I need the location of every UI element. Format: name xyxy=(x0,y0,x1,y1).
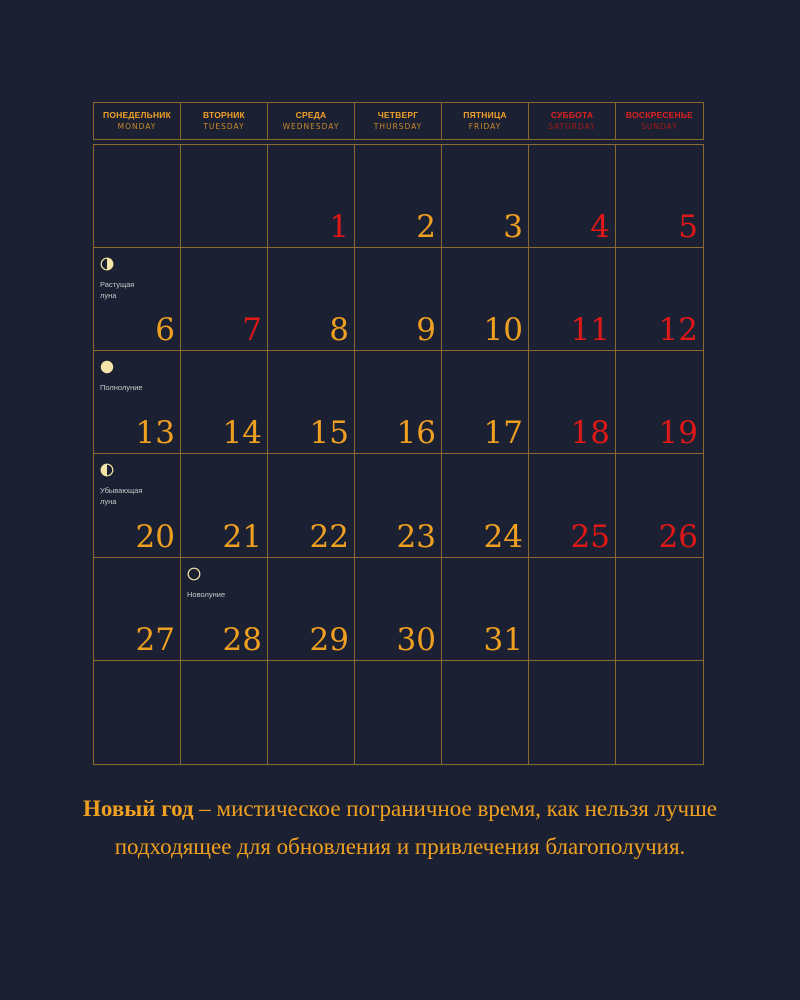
new-moon-icon xyxy=(187,567,201,581)
calendar-cell xyxy=(94,351,181,454)
calendar-cell xyxy=(442,145,529,248)
calendar-cell xyxy=(355,145,442,248)
day-number: 7 xyxy=(242,312,262,349)
calendar-cell xyxy=(529,454,616,557)
day-number: 22 xyxy=(309,518,349,555)
calendar-cell xyxy=(529,661,616,764)
weekday-label-en: WEDNESDAY xyxy=(282,121,340,131)
first-quarter-moon-icon xyxy=(100,257,114,271)
moon-phase-label: Убывающая луна xyxy=(100,486,143,507)
day-number: 8 xyxy=(329,312,349,349)
moon-phase-label: Растущая луна xyxy=(100,280,135,301)
day-number: 15 xyxy=(309,415,349,452)
weekday-label-ru: ПОНЕДЕЛЬНИК xyxy=(103,109,171,120)
weekday-wednesday xyxy=(268,103,355,139)
calendar-cell xyxy=(616,558,703,661)
calendar-cell xyxy=(181,558,268,661)
calendar-cell xyxy=(355,248,442,351)
caption xyxy=(60,790,740,866)
day-number: 14 xyxy=(222,415,262,452)
day-number: 20 xyxy=(135,518,175,555)
weekday-label-ru: ПЯТНИЦА xyxy=(463,109,507,120)
day-number: 23 xyxy=(396,518,436,555)
weekday-tuesday xyxy=(181,103,268,139)
weekday-label-ru: ВТОРНИК xyxy=(203,109,245,120)
calendar-cell xyxy=(94,454,181,557)
calendar-cell xyxy=(442,454,529,557)
weekday-label-en: TUESDAY xyxy=(203,121,245,131)
calendar-cell xyxy=(181,248,268,351)
calendar-cell xyxy=(529,558,616,661)
calendar-cell xyxy=(94,145,181,248)
weekday-label-en: THURSDAY xyxy=(373,121,423,131)
day-number: 3 xyxy=(503,209,523,246)
calendar-cell xyxy=(268,145,355,248)
weekday-friday xyxy=(442,103,529,139)
day-number: 13 xyxy=(135,415,175,452)
calendar-cell xyxy=(355,661,442,764)
day-number: 16 xyxy=(396,415,436,452)
full-moon-icon xyxy=(100,360,114,374)
day-number: 12 xyxy=(658,312,698,349)
calendar-cell xyxy=(268,248,355,351)
moon-phase-label: Новолуние xyxy=(187,589,226,599)
calendar-cell xyxy=(355,454,442,557)
calendar-cell xyxy=(442,558,529,661)
weekday-thursday xyxy=(355,103,442,139)
weekday-label-en: FRIDAY xyxy=(468,121,502,131)
day-number: 4 xyxy=(590,209,610,246)
calendar-cell xyxy=(529,248,616,351)
day-number: 24 xyxy=(483,518,523,555)
calendar-cell xyxy=(268,558,355,661)
calendar-cell xyxy=(94,558,181,661)
calendar-cell xyxy=(355,351,442,454)
day-number: 10 xyxy=(483,312,523,349)
weekday-label-ru: СРЕДА xyxy=(295,109,327,120)
calendar-cell xyxy=(616,145,703,248)
day-number: 29 xyxy=(309,621,349,658)
day-number: 9 xyxy=(416,312,436,349)
weekday-label-ru: ВОСКРЕСЕНЬЕ xyxy=(625,109,694,120)
calendar-cell xyxy=(94,661,181,764)
last-quarter-moon-icon xyxy=(100,463,114,477)
calendar-cell xyxy=(355,558,442,661)
weekday-label-en: SATURDAY xyxy=(548,121,596,131)
calendar-cell xyxy=(442,661,529,764)
calendar-cell xyxy=(616,661,703,764)
day-number: 2 xyxy=(416,209,436,246)
calendar-cell xyxy=(442,351,529,454)
weekday-label-en: SUNDAY xyxy=(641,121,678,131)
calendar-cell xyxy=(94,248,181,351)
weekday-saturday xyxy=(529,103,616,139)
moon-phase-label: Полнолуние xyxy=(100,383,143,393)
day-number: 31 xyxy=(483,621,523,658)
calendar-cell xyxy=(529,351,616,454)
weekday-label-ru: ЧЕТВЕРГ xyxy=(377,109,419,120)
calendar-cell xyxy=(181,145,268,248)
calendar-grid xyxy=(93,144,704,765)
day-number: 1 xyxy=(329,209,349,246)
day-number: 28 xyxy=(222,621,262,658)
weekday-monday xyxy=(94,103,181,139)
calendar-cell xyxy=(268,661,355,764)
day-number: 25 xyxy=(570,518,610,555)
calendar-cell xyxy=(181,454,268,557)
day-number: 5 xyxy=(678,209,698,246)
calendar-cell xyxy=(268,351,355,454)
calendar-cell xyxy=(181,351,268,454)
calendar-cell xyxy=(529,145,616,248)
day-number: 11 xyxy=(570,312,610,349)
calendar-cell xyxy=(268,454,355,557)
day-number: 21 xyxy=(222,518,262,555)
weekday-sunday xyxy=(616,103,703,139)
calendar-cell xyxy=(616,454,703,557)
weekday-label-en: MONDAY xyxy=(117,121,157,131)
calendar-cell xyxy=(616,248,703,351)
caption-bold: Новый год xyxy=(83,796,194,821)
calendar-cell xyxy=(181,661,268,764)
calendar-cell xyxy=(442,248,529,351)
day-number: 27 xyxy=(135,621,175,658)
day-number: 19 xyxy=(658,415,698,452)
calendar-cell xyxy=(616,351,703,454)
day-number: 18 xyxy=(570,415,610,452)
day-number: 17 xyxy=(483,415,523,452)
day-number: 6 xyxy=(155,312,175,349)
weekday-header xyxy=(93,102,704,140)
weekday-label-ru: СУББОТА xyxy=(550,109,594,120)
caption-text: – мистическое пограничное время, как нельзя лучше подходящее для обновления и привлечения благополучия. xyxy=(114,796,717,859)
day-number: 30 xyxy=(396,621,436,658)
day-number: 26 xyxy=(658,518,698,555)
